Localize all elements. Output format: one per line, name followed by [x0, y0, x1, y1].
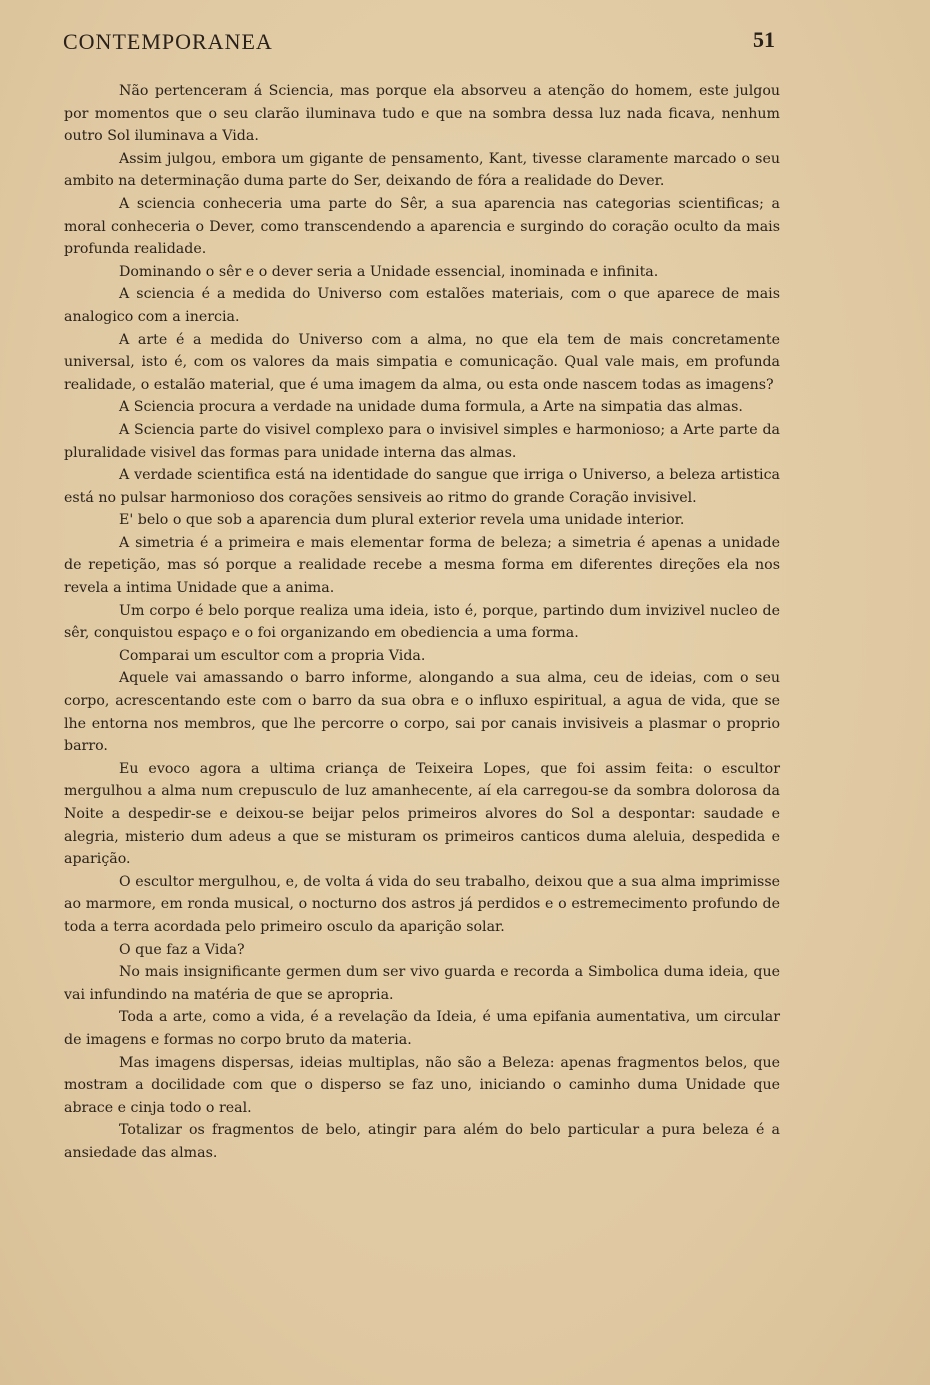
page-number: 51: [753, 27, 775, 52]
running-title: CONTEMPORANEA: [63, 29, 273, 54]
paragraph: Toda a arte, como a vida, é a revelação da Ideia, é uma epifania aumentativa, um circular de imagens e formas no corpo bruto da materia.: [64, 1009, 780, 1048]
paragraph: No mais insignificante germen dum ser vivo guarda e recorda a Simbolica duma ideia, que vai infundindo na matéria de que se apropria.: [64, 964, 780, 1003]
paragraph: O que faz a Vida?: [119, 941, 245, 958]
paragraph: Totalizar os fragmentos de belo, atingir para além do belo particular a pura beleza é a ansiedade das almas.: [64, 1122, 780, 1161]
paragraph: Comparai um escultor com a propria Vida.: [119, 647, 426, 664]
paragraph: Dominando o sêr e o dever seria a Unidade essencial, inominada e infinita.: [119, 263, 659, 280]
paragraph: Mas imagens dispersas, ideias multiplas, não são a Beleza: apenas fragmentos belos, que mostram a docilidade com que o disperso se faz uno, iniciando o caminho duma Unidade que abrace e cinja todo o real.: [64, 1054, 780, 1116]
text-body: [64, 80, 780, 1165]
paragraph: Aquele vai amassando o barro informe, alongando a sua alma, ceu de ideias, com o seu corpo, acrescentando este com o barro da sua obra e o influxo espiritual, a agua de vida, que se lhe entorna nos membros, que lhe percorre o corpo, sai por canais invisiveis a plasmar o proprio barro.: [64, 670, 780, 755]
paragraph: A sciencia conheceria uma parte do Sêr, a sua aparencia nas categorias scientificas; a moral conheceria o Dever, como transcendendo a aparencia e surgindo do coração oculto da mais profunda realidade.: [64, 195, 780, 258]
paragraph: Um corpo é belo porque realiza uma ideia, isto é, porque, partindo dum invizivel nucleo de sêr, conquistou espaço e o foi organizando em obediencia a uma forma.: [64, 602, 780, 642]
paragraph: A Sciencia procura a verdade na unidade duma formula, a Arte na simpatia das almas.: [119, 399, 743, 416]
paragraph: A simetria é a primeira e mais elementar forma de beleza; a simetria é apenas a unidade de repetição, mas só porque a realidade recebe a mesma forma em diferentes direções ela nos revela a intima Unidade que a anima.: [64, 534, 780, 597]
paragraph: A sciencia é a medida do Universo com estalões materiais, com o que aparece de mais analogico com a inercia.: [64, 286, 780, 325]
paragraph: O escultor mergulhou, e, de volta á vida do seu trabalho, deixou que a sua alma imprimisse ao marmore, em ronda musical, o nocturno dos astros já perdidos e o estremecimento profundo de toda a terra acordada pelo primeiro osculo da aparição solar.: [64, 873, 780, 935]
paragraph: A Sciencia parte do visivel complexo para o invisivel simples e harmonioso; a Arte parte da pluralidade visivel das formas para unidade interna das almas.: [64, 421, 780, 461]
paragraph: E' belo o que sob a aparencia dum plural exterior revela uma unidade interior.: [119, 512, 685, 529]
paragraph: Assim julgou, embora um gigante de pensamento, Kant, tivesse claramente marcado o seu ambito na determinação duma parte do Ser, deixando de fóra a realidade do Dever.: [64, 150, 780, 190]
paragraph: A verdade scientifica está na identidade do sangue que irriga o Universo, a beleza artistica está no pulsar harmonioso dos corações sensiveis ao ritmo do grande Coração invisivel.: [64, 467, 780, 506]
paragraph: A arte é a medida do Universo com a alma, no que ela tem de mais concretamente universal, isto é, com os valores da mais simpatia e comunicação. Qual vale mais, em profunda realidade, o estalão material, que é uma imagem da alma, ou esta onde nascem todas as imagens?: [64, 331, 780, 393]
paragraph: Não pertenceram á Sciencia, mas porque ela absorveu a atenção do homem, este julgou por momentos que o seu clarão iluminava tudo e que na sombra dessa luz nada ficava, nenhum outro Sol iluminava a Vida.: [64, 83, 780, 145]
paragraph: Eu evoco agora a ultima criança de Teixeira Lopes, que foi assim feita: o escultor mergulhou a alma num crepusculo de luz amanhecente, aí ela carregou-se da sombra dolorosa da Noite a despedir-se e deixou-se beijar pelos primeiros alvores do Sol a despontar: saudade e alegria, misterio dum adeus a que se misturam os primeiros canticos duma aleluia, despedida e aparição.: [64, 760, 780, 868]
